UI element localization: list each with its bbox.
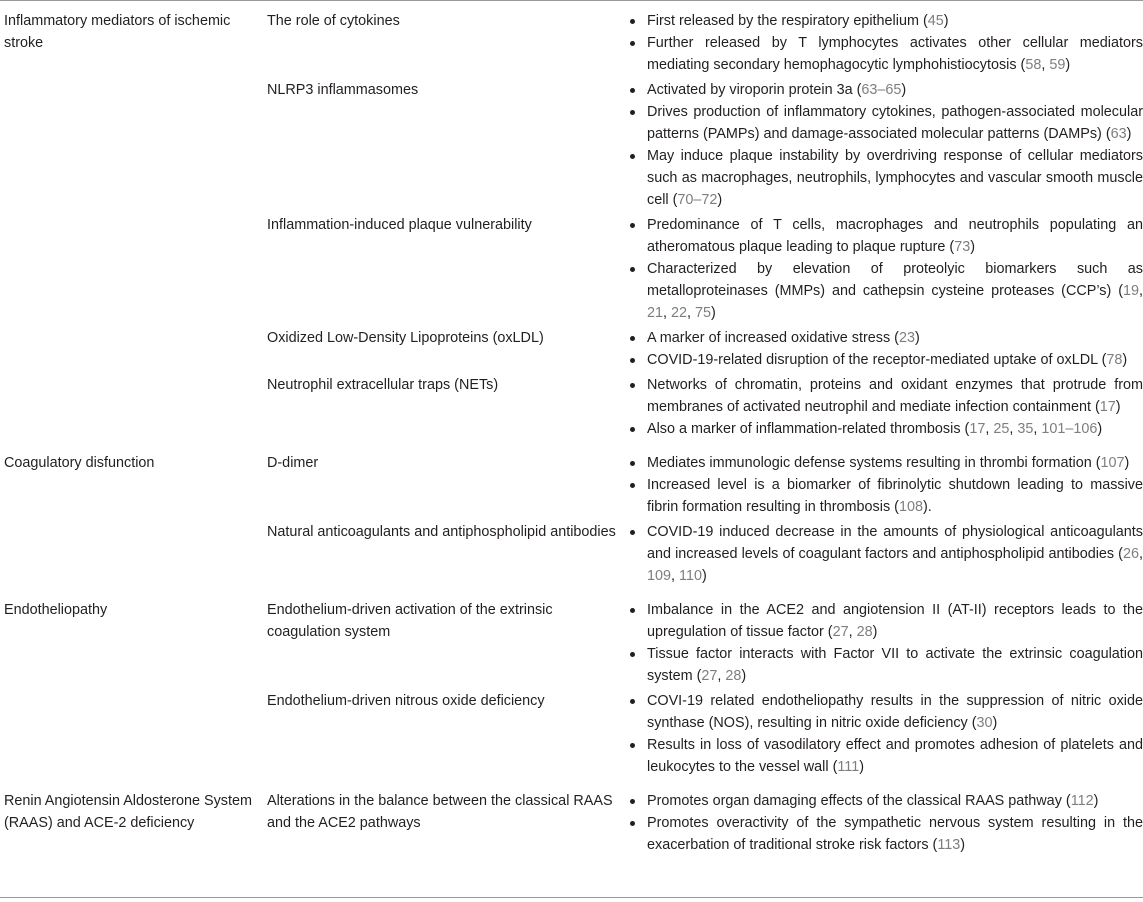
bullet-item xyxy=(618,214,1143,258)
bullet-text: Increased level is a biomarker of fibrinolytic shutdown leading to massive fibrin formation resulting in thrombosis ( xyxy=(647,477,1143,515)
reference-link[interactable]: 63–65 xyxy=(861,82,902,98)
bullet-item xyxy=(618,374,1143,418)
bullet-text: Also a marker of inflammation-related thrombosis ( xyxy=(647,421,970,437)
bullet-item xyxy=(618,32,1143,76)
reference-link[interactable]: 25 xyxy=(993,421,1010,437)
reference-link[interactable]: 45 xyxy=(927,13,944,29)
bullet-item xyxy=(618,145,1143,211)
reference-link[interactable]: 101–106 xyxy=(1041,421,1098,437)
reference-link[interactable]: 35 xyxy=(1017,421,1034,437)
reference-link[interactable]: 78 xyxy=(1106,352,1123,368)
reference-link[interactable]: 19 xyxy=(1122,283,1139,299)
bullet-text: , xyxy=(663,305,672,321)
bullet-text: ) xyxy=(859,759,865,775)
bullet-text: Results in loss of vasodilatory effect and promotes adhesion of platelets and leukocytes to the vessel wall ( xyxy=(647,737,1143,775)
bullet-text: ) xyxy=(943,13,949,29)
findings-cell xyxy=(618,214,1143,327)
bullet-text: ) xyxy=(1115,399,1121,415)
reference-link[interactable]: 63 xyxy=(1110,126,1127,142)
bullet-text: , xyxy=(1041,57,1050,73)
bullet-text: ) xyxy=(914,330,920,346)
bullet-text: Activated by viroporin protein 3a ( xyxy=(647,82,862,98)
bullet-text: COVID-19 induced decrease in the amounts of physiological anticoagulants and increased levels of coagulant factors and antiphospholipid antibodies ( xyxy=(647,524,1143,562)
reference-link[interactable]: 70–72 xyxy=(677,192,718,208)
category-cell xyxy=(0,79,262,214)
reference-link[interactable]: 75 xyxy=(695,305,712,321)
table-bottom-rule xyxy=(0,897,1143,898)
table-row xyxy=(0,690,1143,781)
bullet-text: , xyxy=(1033,421,1042,437)
bullet-item xyxy=(618,474,1143,518)
table-row xyxy=(0,374,1143,443)
bullet-text: First released by the respiratory epithelium ( xyxy=(647,13,928,29)
bullet-text: Tissue factor interacts with Factor VII to activate the extrinsic coagulation system ( xyxy=(647,646,1143,684)
bullet-list xyxy=(618,327,1143,371)
bullet-text: , xyxy=(717,668,726,684)
subcategory-cell: Oxidized Low-Density Lipoproteins (oxLDL) xyxy=(267,330,544,346)
bullet-item xyxy=(618,690,1143,734)
bullet-text: , xyxy=(1139,546,1143,562)
category-cell xyxy=(0,214,262,327)
subcategory-cell: Endothelium-driven nitrous oxide deficiency xyxy=(267,693,545,709)
bullet-list xyxy=(618,790,1143,856)
bullet-list xyxy=(618,214,1143,324)
subcategory-cell: D-dimer xyxy=(267,455,319,471)
category-cell xyxy=(0,374,262,443)
subcategory-cell: The role of cytokines xyxy=(267,13,400,29)
findings-cell xyxy=(618,374,1143,443)
bullet-text: Promotes organ damaging effects of the classical RAAS pathway ( xyxy=(647,793,1071,809)
category-cell xyxy=(0,327,262,374)
bullet-list xyxy=(618,521,1143,587)
reference-link[interactable]: 23 xyxy=(898,330,915,346)
bullet-text: ) xyxy=(872,624,878,640)
reference-link[interactable]: 22 xyxy=(671,305,688,321)
reference-link[interactable]: 73 xyxy=(954,239,971,255)
reference-link[interactable]: 113 xyxy=(937,837,961,853)
bullet-text: ) xyxy=(1097,421,1103,437)
reference-link[interactable]: 27 xyxy=(832,624,849,640)
bullet-item xyxy=(618,349,1143,371)
reference-link[interactable]: 59 xyxy=(1049,57,1066,73)
reference-link[interactable]: 28 xyxy=(725,668,742,684)
bullet-item xyxy=(618,79,1143,101)
bullet-item xyxy=(618,258,1143,324)
category-cell: Coagulatory disfunction xyxy=(4,455,155,471)
reference-link[interactable]: 21 xyxy=(647,305,664,321)
table-row xyxy=(0,443,1143,521)
bullet-text: ) xyxy=(1065,57,1071,73)
category-cell: Inflammatory mediators of ischemic stroke xyxy=(4,13,231,51)
findings-cell xyxy=(618,443,1143,521)
bullet-item xyxy=(618,599,1143,643)
bullet-text: , xyxy=(671,568,680,584)
reference-link[interactable]: 112 xyxy=(1070,793,1094,809)
bullet-item xyxy=(618,790,1143,812)
bullet-text: ) xyxy=(970,239,976,255)
bullet-text: ) xyxy=(1126,126,1132,142)
bullet-text: May induce plaque instability by overdriving response of cellular mediators such as macrophages, neutrophils, lymphocytes and vascular smooth muscle cell ( xyxy=(647,148,1143,208)
bullet-text: ) xyxy=(1122,352,1128,368)
bullet-text: ) xyxy=(1124,455,1130,471)
bullet-text: ) xyxy=(992,715,998,731)
bullet-text: Characterized by elevation of proteolyic biomarkers such as metalloproteinases (MMPs) and cathepsin cysteine proteases (CCP’s) ( xyxy=(647,261,1143,299)
table-row xyxy=(0,521,1143,590)
bullet-text: COVID-19-related disruption of the receptor-mediated uptake of oxLDL ( xyxy=(647,352,1107,368)
table-row xyxy=(0,327,1143,374)
reference-link[interactable]: 28 xyxy=(856,624,873,640)
bullet-text: ) xyxy=(741,668,747,684)
bullet-text: , xyxy=(1009,421,1018,437)
bullet-item xyxy=(618,418,1143,440)
bullet-text: Promotes overactivity of the sympathetic nervous system resulting in the exacerbation of traditional stroke risk factors ( xyxy=(647,815,1143,853)
bullet-text: Predominance of T cells, macrophages and neutrophils populating an atheromatous plaque leading to plaque rupture ( xyxy=(647,217,1143,255)
reference-link[interactable]: 107 xyxy=(1100,455,1125,471)
reference-link[interactable]: 17 xyxy=(969,421,986,437)
bullet-text: Imbalance in the ACE2 and angiotension II (AT-II) receptors leads to the upregulation of tissue factor ( xyxy=(647,602,1143,640)
bullet-list xyxy=(618,452,1143,518)
findings-cell xyxy=(618,327,1143,374)
subcategory-cell: Alterations in the balance between the classical RAAS and the ACE2 pathways xyxy=(267,793,613,831)
findings-cell xyxy=(618,590,1143,690)
bullet-list xyxy=(618,599,1143,687)
reference-link[interactable]: 109 xyxy=(647,568,672,584)
bullet-text: ) xyxy=(901,82,907,98)
bullet-text: COVI-19 related endotheliopathy results in the suppression of nitric oxide synthase (NOS), resulting in nitric oxide deficiency ( xyxy=(647,693,1143,731)
findings-cell xyxy=(618,0,1143,79)
bullet-list xyxy=(618,10,1143,76)
findings-cell xyxy=(618,79,1143,214)
bullet-text: ) xyxy=(717,192,723,208)
table-row xyxy=(0,79,1143,214)
bullet-text: Drives production of inflammatory cytokines, pathogen-associated molecular patterns (PAMPs) and damage-associated molecular patterns (DAMPs) ( xyxy=(647,104,1143,142)
bullet-text: Networks of chromatin, proteins and oxidant enzymes that protrude from membranes of activated neutrophil and mediate infection containment ( xyxy=(647,377,1143,415)
category-cell: Renin Angiotensin Aldosterone System (RAAS) and ACE-2 deficiency xyxy=(4,793,252,831)
subcategory-cell: Neutrophil extracellular traps (NETs) xyxy=(267,377,499,393)
reference-link[interactable]: 58 xyxy=(1025,57,1042,73)
table-row xyxy=(0,0,1143,79)
bullet-item xyxy=(618,521,1143,587)
findings-cell xyxy=(618,521,1143,590)
bullet-item xyxy=(618,101,1143,145)
table-row xyxy=(0,590,1143,690)
bullet-text: ) xyxy=(960,837,966,853)
bullet-text: ) xyxy=(1093,793,1099,809)
findings-cell xyxy=(618,781,1143,859)
category-cell xyxy=(0,690,262,781)
bullet-text: , xyxy=(1139,283,1143,299)
subcategory-cell: Natural anticoagulants and antiphospholipid antibodies xyxy=(267,524,616,540)
bullet-text: ) xyxy=(701,568,707,584)
bullet-text: A marker of increased oxidative stress ( xyxy=(647,330,899,346)
bullet-item xyxy=(618,10,1143,32)
reference-link[interactable]: 30 xyxy=(976,715,993,731)
bullet-list xyxy=(618,374,1143,440)
subcategory-cell: Inflammation-induced plaque vulnerability xyxy=(267,217,532,233)
reference-link[interactable]: 26 xyxy=(1122,546,1139,562)
bullet-text: ). xyxy=(922,499,932,515)
bullet-list xyxy=(618,79,1143,211)
reference-link[interactable]: 27 xyxy=(701,668,718,684)
category-cell: Endotheliopathy xyxy=(4,602,108,618)
findings-cell xyxy=(618,690,1143,781)
subcategory-cell: NLRP3 inflammasomes xyxy=(267,82,419,98)
table-row xyxy=(0,214,1143,327)
table-row xyxy=(0,781,1143,859)
reference-link[interactable]: 17 xyxy=(1099,399,1116,415)
reference-link[interactable]: 111 xyxy=(837,759,860,775)
reference-link[interactable]: 108 xyxy=(898,499,923,515)
bullet-text: Further released by T lymphocytes activates other cellular mediators mediating secondary hemophagocytic lymphohistiocytosis ( xyxy=(647,35,1143,73)
bullet-item xyxy=(618,452,1143,474)
bullet-list xyxy=(618,690,1143,778)
bullet-item xyxy=(618,643,1143,687)
bullet-item xyxy=(618,812,1143,856)
bullet-text: ) xyxy=(711,305,716,321)
bullet-item xyxy=(618,327,1143,349)
subcategory-cell: Endothelium-driven activation of the extrinsic coagulation system xyxy=(267,602,553,640)
bullet-text: , xyxy=(687,305,696,321)
reference-link[interactable]: 110 xyxy=(679,568,702,584)
bullet-text: , xyxy=(848,624,857,640)
bullet-text: Mediates immunologic defense systems resulting in thrombi formation ( xyxy=(647,455,1101,471)
category-cell xyxy=(0,521,262,590)
bullet-text: , xyxy=(985,421,994,437)
bullet-item xyxy=(618,734,1143,778)
